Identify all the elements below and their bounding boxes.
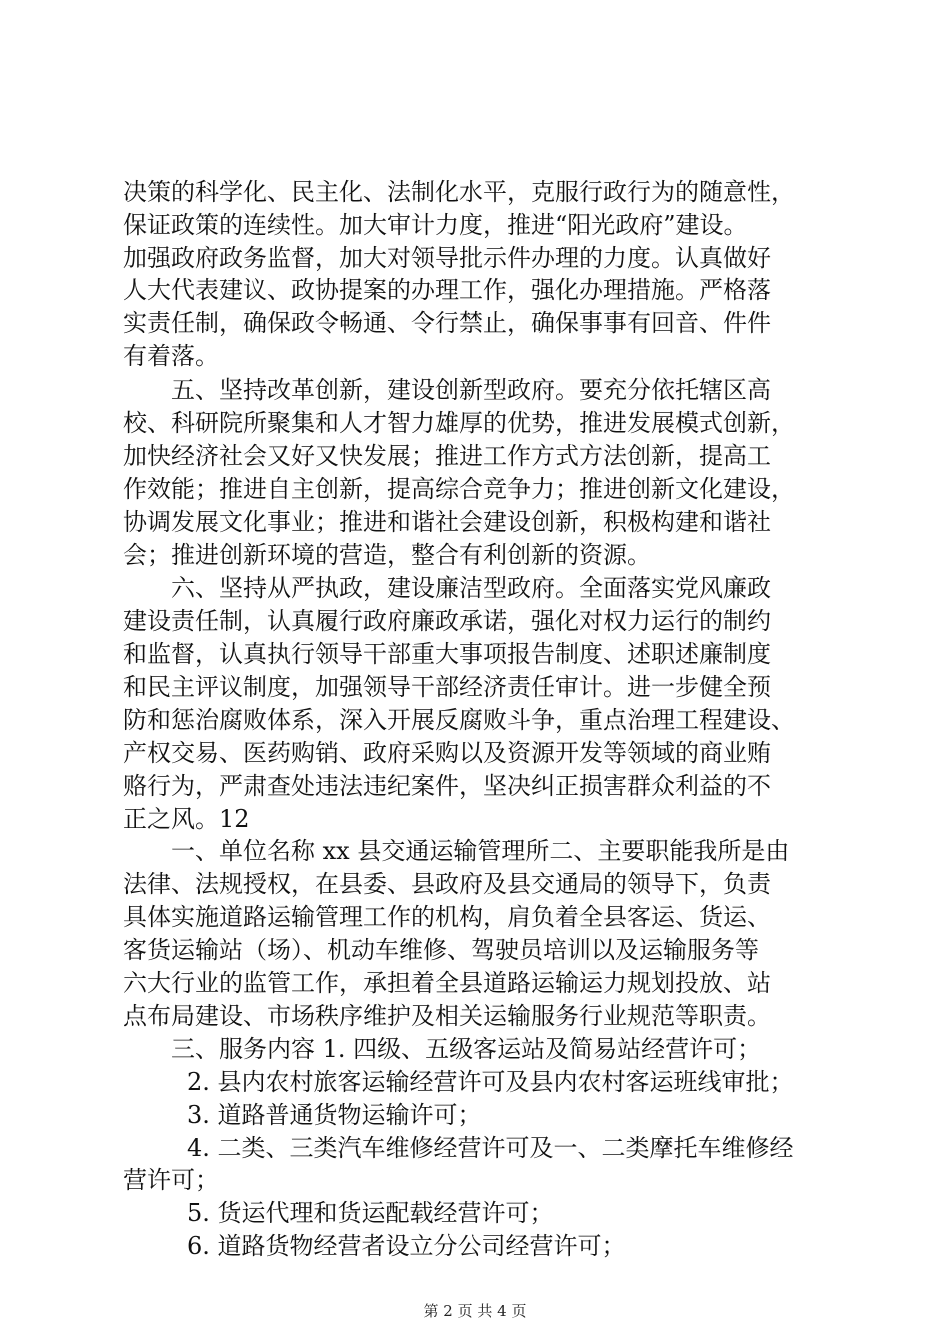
page-footer: 第 2 页 共 4 页	[423, 1302, 527, 1320]
text-line: 校、科研院所聚集和人才智力雄厚的优势，推进发展模式创新，	[123, 409, 795, 437]
list-item: 3. 道路普通货物运输许可；	[187, 1101, 482, 1129]
text-line: 法律、法规授权，在县委、县政府及县交通局的领导下，负责	[123, 870, 771, 898]
text-line: 保证政策的连续性。加大审计力度，推进“阳光政府”建设。	[123, 211, 748, 239]
text-line: 赂行为，严肃查处违法违纪案件，坚决纠正损害群众利益的不	[123, 772, 771, 800]
text-line: 点布局建设、市场秩序维护及相关运输服务行业规范等职责。	[123, 1002, 771, 1030]
text-line: 具体实施道路运输管理工作的机构，肩负着全县客运、货运、	[123, 903, 771, 931]
text-line: 正之风。12	[123, 805, 250, 833]
text-line: 决策的科学化、民主化、法制化水平，克服行政行为的随意性，	[123, 178, 795, 206]
paragraph-start-line: 五、坚持改革创新，建设创新型政府。要充分依托辖区高	[171, 376, 771, 404]
list-item: 2. 县内农村旅客运输经营许可及县内农村客运班线审批；	[187, 1068, 794, 1096]
text-line: 防和惩治腐败体系，深入开展反腐败斗争，重点治理工程建设、	[123, 706, 795, 734]
list-item: 5. 货运代理和货运配载经营许可；	[187, 1199, 554, 1227]
text-line: 产权交易、医药购销、政府采购以及资源开发等领域的商业贿	[123, 739, 771, 767]
text-line: 加快经济社会又好又快发展；推进工作方式方法创新，提高工	[123, 442, 771, 470]
list-item: 4. 二类、三类汽车维修经营许可及一、二类摩托车维修经	[187, 1134, 794, 1162]
text-line: 人大代表建议、政协提案的办理工作，强化办理措施。严格落	[123, 276, 771, 304]
text-line: 客货运输站（场）、机动车维修、驾驶员培训以及运输服务等	[123, 936, 759, 964]
list-item: 三、服务内容 1. 四级、五级客运站及简易站经营许可；	[171, 1035, 762, 1063]
text-line: 六大行业的监管工作，承担着全县道路运输运力规划投放、站	[123, 969, 771, 997]
paragraph-start-line: 一、单位名称 xx 县交通运输管理所二、主要职能我所是由	[171, 837, 790, 865]
text-line: 和民主评议制度，加强领导干部经济责任审计。进一步健全预	[123, 673, 771, 701]
paragraph-start-line: 六、坚持从严执政，建设廉洁型政府。全面落实党风廉政	[171, 574, 771, 602]
text-line: 营许可；	[123, 1166, 219, 1194]
text-line: 和监督，认真执行领导干部重大事项报告制度、述职述廉制度	[123, 640, 771, 668]
text-line: 协调发展文化事业；推进和谐社会建设创新，积极构建和谐社	[123, 508, 771, 536]
text-line: 会；推进创新环境的营造，整合有利创新的资源。	[123, 541, 651, 569]
text-line: 加强政府政务监督，加大对领导批示件办理的力度。认真做好	[123, 244, 771, 272]
text-line: 实责任制，确保政令畅通、令行禁止，确保事事有回音、件件	[123, 309, 771, 337]
text-line: 建设责任制，认真履行政府廉政承诺，强化对权力运行的制约	[123, 607, 771, 635]
list-item: 6. 道路货物经营者设立分公司经营许可；	[187, 1232, 626, 1260]
text-line: 有着落。	[123, 342, 219, 370]
text-line: 作效能；推进自主创新，提高综合竞争力；推进创新文化建设，	[123, 475, 795, 503]
